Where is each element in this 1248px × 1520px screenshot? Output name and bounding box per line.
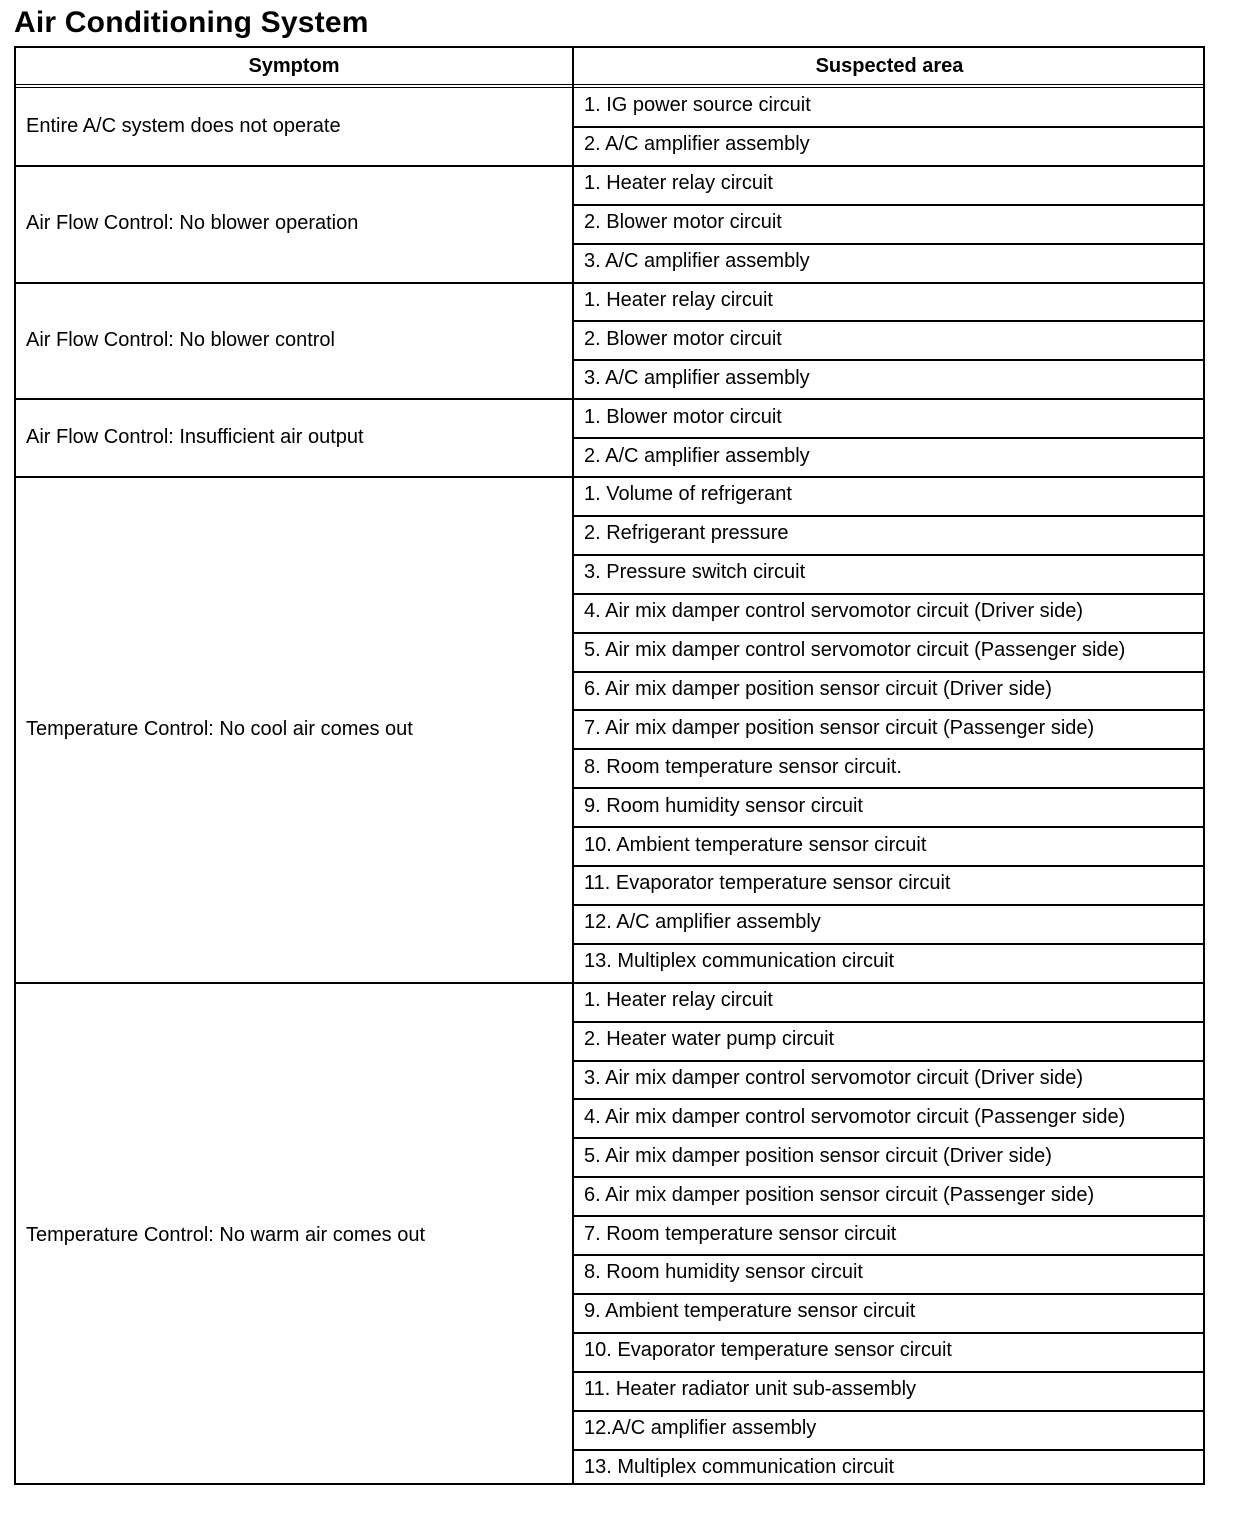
row-divider: [573, 1332, 1203, 1334]
suspected-area-cell: 1. Blower motor circuit: [584, 405, 782, 428]
suspected-area-cell: 12.A/C amplifier assembly: [584, 1417, 817, 1440]
suspected-area-cell: 7. Room temperature sensor circuit: [584, 1222, 897, 1245]
suspected-area-cell: 11. Heater radiator unit sub-assembly: [584, 1378, 917, 1401]
suspected-area-cell: 13. Multiplex communication circuit: [584, 1455, 895, 1478]
suspected-area-cell: 2. Refrigerant pressure: [584, 522, 789, 545]
header-symptom: Symptom: [248, 55, 340, 77]
page-title: Air Conditioning System: [14, 6, 369, 39]
suspected-area-cell: 1. Heater relay circuit: [584, 989, 773, 1012]
suspected-area-cell: 3. A/C amplifier assembly: [584, 250, 810, 273]
symptom-cell: Air Flow Control: No blower control: [26, 328, 335, 351]
row-divider: [573, 1254, 1203, 1256]
header-suspected-area: Suspected area: [815, 55, 964, 77]
row-divider: [573, 359, 1203, 361]
suspected-area-cell: 3. Pressure switch circuit: [584, 561, 806, 584]
suspected-area-cell: 5. Air mix damper position sensor circuit (Driver side): [584, 1144, 1052, 1167]
row-divider: [573, 1293, 1203, 1295]
suspected-area-cell: 1. Heater relay circuit: [584, 288, 773, 311]
suspected-area-cell: 7. Air mix damper position sensor circuit (Passenger side): [584, 716, 1095, 739]
symptom-table: [14, 46, 1205, 1485]
symptom-cell: Temperature Control: No cool air comes out: [26, 717, 413, 740]
symptom-cell: Entire A/C system does not operate: [26, 114, 341, 137]
symptom-cell: Temperature Control: No warm air comes out: [26, 1223, 426, 1246]
suspected-area-cell: 9. Room humidity sensor circuit: [584, 794, 863, 817]
suspected-area-cell: 9. Ambient temperature sensor circuit: [584, 1300, 916, 1323]
suspected-area-cell: 4. Air mix damper control servomotor circuit (Driver side): [584, 600, 1084, 623]
row-divider: [573, 1060, 1203, 1062]
suspected-area-cell: 5. Air mix damper control servomotor circuit (Passenger side): [584, 639, 1126, 662]
suspected-area-cell: 11. Evaporator temperature sensor circuit: [584, 872, 951, 895]
symptom-cell: Air Flow Control: No blower operation: [26, 212, 359, 235]
row-divider: [573, 632, 1203, 634]
suspected-area-cell: 4. Air mix damper control servomotor circuit (Passenger side): [584, 1105, 1126, 1128]
row-divider: [573, 1137, 1203, 1139]
column-divider: [572, 48, 574, 1483]
row-divider: [573, 1176, 1203, 1178]
suspected-area-cell: 1. IG power source circuit: [584, 94, 811, 117]
symptom-cell: Air Flow Control: Insufficient air output: [26, 426, 364, 449]
suspected-area-cell: 1. Volume of refrigerant: [584, 483, 792, 506]
suspected-area-cell: 2. A/C amplifier assembly: [584, 133, 810, 156]
suspected-area-cell: 12. A/C amplifier assembly: [584, 911, 821, 934]
suspected-area-cell: 2. A/C amplifier assembly: [584, 444, 810, 467]
row-divider: [573, 554, 1203, 556]
suspected-area-cell: 10. Evaporator temperature sensor circuit: [584, 1339, 952, 1362]
group-divider: [16, 165, 1203, 167]
row-divider: [573, 437, 1203, 439]
suspected-area-cell: 2. Heater water pump circuit: [584, 1028, 835, 1051]
suspected-area-cell: 8. Room temperature sensor circuit.: [584, 755, 902, 778]
suspected-area-cell: 10. Ambient temperature sensor circuit: [584, 833, 927, 856]
row-divider: [573, 943, 1203, 945]
suspected-area-cell: 3. A/C amplifier assembly: [584, 366, 810, 389]
row-divider: [573, 593, 1203, 595]
suspected-area-cell: 6. Air mix damper position sensor circuit (Passenger side): [584, 1183, 1095, 1206]
row-divider: [573, 709, 1203, 711]
suspected-area-cell: 6. Air mix damper position sensor circuit (Driver side): [584, 677, 1052, 700]
row-divider: [573, 243, 1203, 245]
header-divider: [16, 84, 1203, 88]
row-divider: [573, 787, 1203, 789]
row-divider: [573, 1215, 1203, 1217]
suspected-area-cell: 3. Air mix damper control servomotor circuit (Driver side): [584, 1066, 1084, 1089]
suspected-area-cell: 2. Blower motor circuit: [584, 327, 782, 350]
row-divider: [573, 320, 1203, 322]
row-divider: [573, 1021, 1203, 1023]
suspected-area-cell: 2. Blower motor circuit: [584, 211, 782, 234]
row-divider: [573, 126, 1203, 128]
row-divider: [573, 1098, 1203, 1100]
group-divider: [16, 476, 1203, 478]
row-divider: [573, 1449, 1203, 1451]
row-divider: [573, 515, 1203, 517]
row-divider: [573, 826, 1203, 828]
suspected-area-cell: 1. Heater relay circuit: [584, 172, 773, 195]
group-divider: [16, 398, 1203, 400]
row-divider: [573, 204, 1203, 206]
row-divider: [573, 671, 1203, 673]
suspected-area-cell: 8. Room humidity sensor circuit: [584, 1261, 863, 1284]
group-divider: [16, 282, 1203, 284]
row-divider: [573, 1371, 1203, 1373]
row-divider: [573, 1410, 1203, 1412]
row-divider: [573, 748, 1203, 750]
row-divider: [573, 904, 1203, 906]
group-divider: [16, 982, 1203, 984]
suspected-area-cell: 13. Multiplex communication circuit: [584, 950, 895, 973]
row-divider: [573, 865, 1203, 867]
